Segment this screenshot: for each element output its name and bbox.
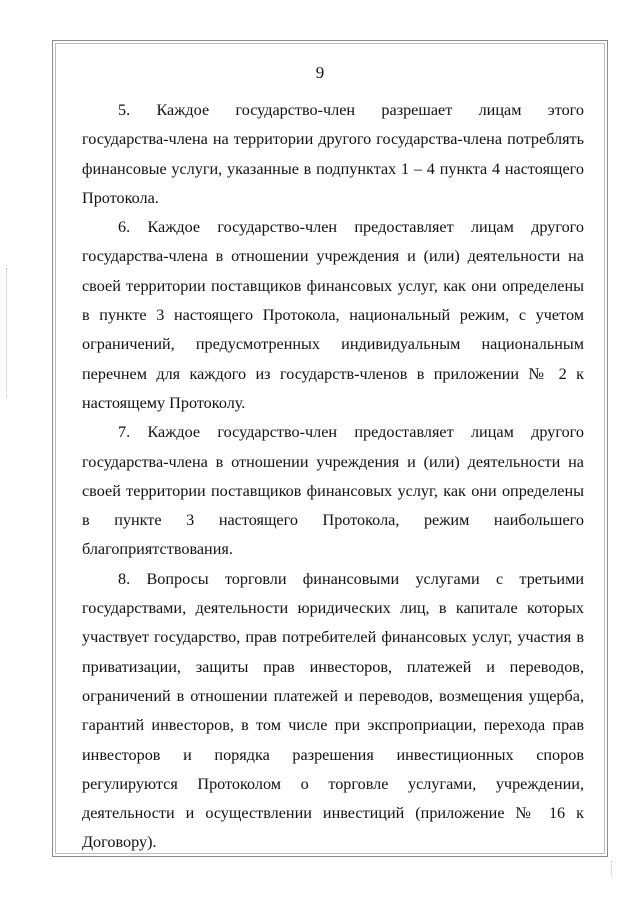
text-line: благоприятствования. <box>82 540 233 559</box>
paragraph-8 <box>82 565 584 858</box>
text-line: государства-члена в отношении учреждения и (или) деятельности на <box>82 452 584 471</box>
text-line: регулируются Протоколом о торговле услугами, учреждении, <box>82 774 584 793</box>
text-line: государства-члена на территории другого государства-члена потреблять <box>82 130 584 149</box>
text-line: в пункте 3 настоящего Протокола, национальный режим, с учетом <box>82 306 584 325</box>
text-line: 5. Каждое государство-член разрешает лицам этого <box>118 101 584 119</box>
text-line: своей территории поставщиков финансовых услуг, как они определены <box>82 481 584 500</box>
page-number: 9 <box>315 63 325 82</box>
text-line: ограничений, предусмотренных индивидуальным национальным <box>82 335 584 354</box>
scan-margin-mark <box>6 268 10 398</box>
text-line: гарантий инвесторов, в том числе при экспроприации, перехода прав <box>82 716 584 735</box>
text-line: в пункте 3 настоящего Протокола, режим наибольшего <box>82 511 584 530</box>
text-line: государствами, деятельности юридических лиц, в капитале которых <box>82 599 584 618</box>
text-line: инвесторов и порядка разрешения инвестиционных споров <box>82 745 584 764</box>
text-line: настоящему Протоколу. <box>82 393 246 412</box>
text-line: перечнем для каждого из государств-членов в приложении № 2 к <box>82 364 584 383</box>
text-line: 7. Каждое государство-член предоставляет лицам другого <box>118 423 584 442</box>
text-line: ограничений в отношении платежей и переводов, возмещения ущерба, <box>82 686 584 705</box>
document-body <box>82 96 584 858</box>
paragraph-7 <box>82 418 584 564</box>
text-line: приватизации, защиты прав инвесторов, платежей и переводов, <box>82 657 584 676</box>
paragraph-6 <box>82 213 584 418</box>
text-line: участвует государство, прав потребителей финансовых услуг, участия в <box>82 628 584 647</box>
text-line: своей территории поставщиков финансовых услуг, как они определены <box>82 276 584 295</box>
text-line: Договору). <box>82 833 157 852</box>
text-line: 6. Каждое государство-член предоставляет лицам другого <box>118 218 584 237</box>
text-line: Протокола. <box>82 188 159 207</box>
text-line: деятельности и осуществлении инвестиций (приложение № 16 к <box>82 804 584 823</box>
text-line: государства-члена в отношении учреждения и (или) деятельности на <box>82 247 584 266</box>
text-line: финансовые услуги, указанные в подпунктах 1 – 4 пункта 4 настоящего <box>82 159 584 178</box>
paragraph-5 <box>82 96 584 213</box>
text-line: 8. Вопросы торговли финансовыми услугами с третьими <box>118 569 584 588</box>
scan-corner-mark <box>601 861 612 875</box>
